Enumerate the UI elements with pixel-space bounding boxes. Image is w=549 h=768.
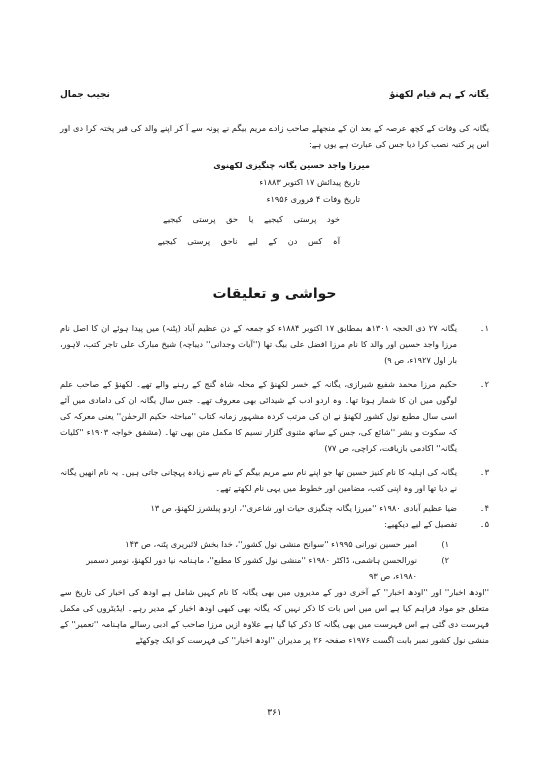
subnote-text: امیر حسین نورانی ۱۹۹۵ء ''سوانح منشی نول کشور''، خدا بخش لائبریری پٹنہ، ص ۱۴۳ [125,539,417,549]
note-item [60,516,489,532]
note-text: ضیا عظیم آبادی ۱۹۸۰ء ''میرزا یگانہ چنگیزی حیات اور شاعری''، اردو پبلشرز لکھنؤ، ص ۱۳ [150,503,457,513]
epitaph-block [150,157,400,252]
subnote-text: نورالحسن ہاشمی، ڈاکٹر ۱۹۸۰ء ''منشی نول کشور کا مطبع''، ماہنامہ نیا دور لکھنؤ، نومبر دسمبر ۱۹۸۰ء، ص ۹۳ [86,555,417,581]
page-number: ۳۶۱ [267,708,282,718]
note-item [60,500,489,516]
epitaph-birth-date: تاریخ پیدائش ۱۷ اکتوبر ۱۸۸۳ء [259,177,360,187]
subnote-item [60,552,489,584]
epitaph-name: میرزا واجد حسین یگانہ چنگیزی لکھنوی [213,160,370,170]
epitaph-death-date: تاریخ وفات ۴ فروری ۱۹۵۶ء [266,194,360,204]
epitaph-couplet-line-2: آہ کس دن کے لیے ناحق پرستی کیجیے [157,236,340,246]
note-text: حکیم مرزا محمد شفیع شیرازی، یگانہ کے خسر لکھنؤ کے محلہ شاہ گنج کے رہنے والے تھے۔ لکھنؤ کے صاحب علم لوگوں میں ان کا شمار ہوتا تھا۔ وہ اردو ادب کے شیدائی بھی معروف تھے۔ جس سال یگانہ ان کی دامادی میں آئے اسی سال مطبع نول کشور لکھنؤ نے ان کی مرتب کردہ مشہور زمانہ کتاب ''مباحثہ حکیم الرحمٰن'' یعنی معرکہ کی کہ سکوت و بشر ''شائع کی، جس کے ساتھ مثنوی گلزار نسیم کا مکمل متن بھی تھا۔ (مشفق خواجہ ۱۹۰۳ء ''کلیات یگانہ'' اکادمی بازیافت، کراچی، ص ۷۷) [60,379,457,453]
subnote-number: ۱) [441,539,449,549]
note-text: یگانہ ۲۷ ذی الحجہ ۱۳۰۱ھ بمطابق ۱۷ اکتوبر ۱۸۸۴ء کو جمعہ کے دن عظیم آباد (پٹنہ) میں پیدا ہوئے ان کا اصل نام مرزا واجد حسین اور والد کا نام مرزا افضل علی بیگ تھا (''آیات وجدانی'' دیباچہ) شیخ مبارک علی تاجر کتب، لاہور، بار اول ۱۹۲۷ء، ص ۹) [60,323,457,365]
note-text: یگانہ کی اہلیہ کا نام کنیز حسین تھا جو اپنے نام سے مریم بیگم کے نام سے زیادہ پہچانی جاتی ہیں۔ یہ نام انھیں یگانہ نے دیا تھا اور وہ اپنی کتب، مضامین اور خطوط میں یہی نام لکھتے تھے۔ [60,467,457,493]
intro-paragraph: یگانہ کی وفات کے کچھ عرصہ کے بعد ان کے منجھلے صاحب زادے مریم بیگم نے پونہ سے آ کر اپنے والد کی قبر پختہ کرا دی اور اس پر کتبہ نصب کرا دیا جس کی عبارت ہے یوں ہے: [60,123,489,149]
running-title: یگانہ کے ہم قیام لکھنؤ [389,90,489,100]
note-number: ۱۔ [479,323,489,333]
note-text: تفصیل کے لیے دیکھیے: [384,519,457,529]
author-name: نجیب جمال [60,90,110,100]
subnote-item [60,536,489,552]
note-number: ۲۔ [479,379,489,389]
note-number: ۳۔ [479,467,489,477]
note-item [60,376,489,456]
note-item [60,464,489,496]
continuation-paragraph: ''اودھ اخبار'' اور ''اودھ اخبار'' کے آخری دور کے مدیروں میں بھی یگانہ کا نام کہیں شامل ہے اودھ کی اخبار کی تاریخ سے متعلق جو مواد فراہم کیا ہے اس میں اس بات کا ذکر نہیں کہ یگانہ بھی کبھی اودھ اخبار کے مدیر رہے۔ ایڈیٹروں کی مکمل فہرست دی گئی ہے اس فہرست میں بھی یگانہ کا ذکر کیا گیا ہے علاوہ ازیں مرزا صاحب کے ادبی رسالے ماہنامہ ''تعمیر'' کے منشی نول کشور نمبر بابت اگست ۱۹۷۶ء صفحہ ۲۶ پر مدیران ''اودھ اخبار'' کی فہرست کو ایک چوکھٹے [60,587,489,645]
note-number: ۴۔ [479,503,489,513]
epitaph-couplet-line-1: خود پرستی کیجیے یا حق پرستی کیجیے [163,214,340,224]
running-header [60,90,489,104]
notes-list [60,320,489,648]
note-number: ۵۔ [479,519,489,529]
subnote-number: ۲) [441,555,449,565]
section-title: حواشی و تعلیقات [212,286,337,302]
note-item [60,320,489,368]
